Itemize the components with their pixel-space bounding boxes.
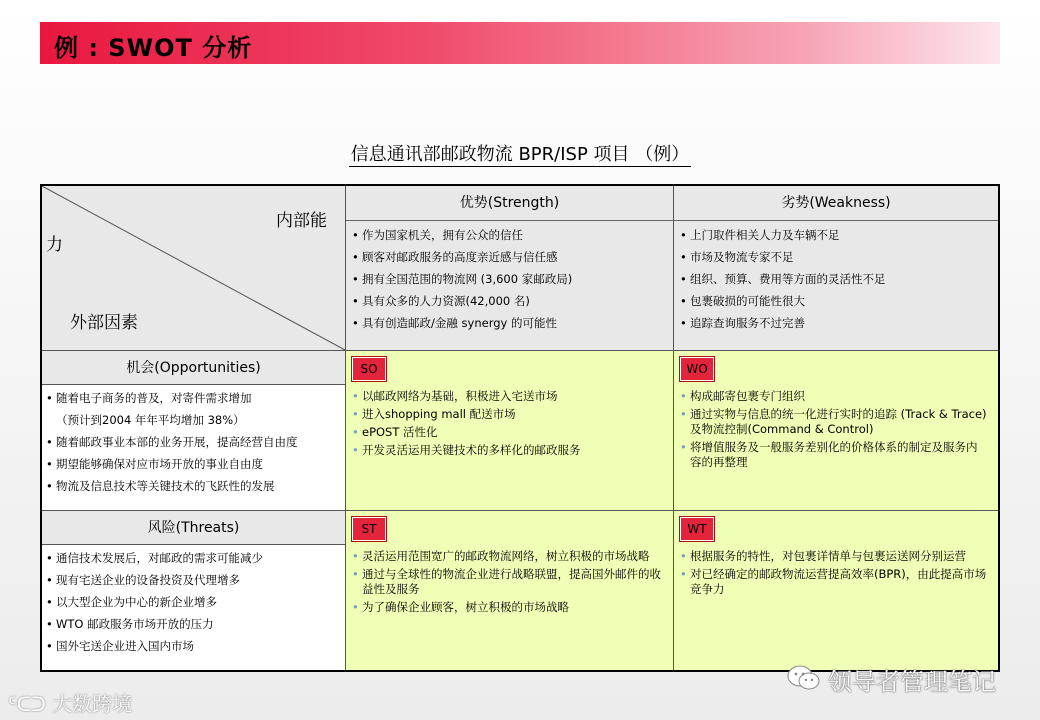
watermark-logo-icon: ᑦᑕᑐ [8,692,46,716]
list-item: • 追踪查询服务不过完善 [680,315,998,331]
list-item [46,390,345,428]
weakness-cell [674,221,998,350]
list-item: • 根据服务的特性，对包裹详情单与包裹运送网分别运营 [680,549,988,564]
list-item: • 物流及信息技术等关键技术的飞跃性的发展 [46,478,345,494]
watermark-left-text: 大数跨境 [52,692,133,716]
list-item-line: 随着电子商务的普及，对寄件需求增加 [56,391,252,405]
list-item: • 市场及物流专家不足 [680,249,998,265]
grid-line [42,544,345,545]
list-item: • ePOST 活性化 [352,425,662,440]
list-item: • 上门取件相关人力及车辆不足 [680,227,998,243]
strength-header: 优势(Strength) [346,186,673,221]
list-item: • 现有宅送企业的设备投资及代理增多 [46,572,345,588]
main-title-text: 信息通讯部邮政物流 BPR/ISP 项目 （例） [350,144,690,165]
title-banner [40,22,1000,64]
external-factor-label: 外部因素 [70,313,138,333]
swot-table [40,184,1000,672]
grid-line [42,350,998,351]
weakness-list [680,227,998,331]
list-item: • 以邮政网络为基础，积极进入宅送市场 [352,389,662,404]
wt-cell [674,511,998,670]
weakness-header: 劣势(Weakness) [674,186,998,221]
list-item: • 国外宅送企业进入国内市场 [46,638,345,654]
wo-list [680,389,988,473]
list-item: • 进入shopping mall 配送市场 [352,407,662,422]
corner-cell [42,186,345,350]
list-item: • 拥有全国范围的物流网 (3,600 家邮政局) [352,271,673,287]
watermark-left [8,688,132,717]
list-item: • 构成邮寄包裹专门组织 [680,389,988,404]
list-item: • 顾客对邮政服务的高度亲近感与信任感 [352,249,673,265]
wt-list [680,549,988,600]
list-item: • 灵活运用范围宽广的邮政物流网络，树立积极的市场战略 [352,549,662,564]
list-item: • 包裹破损的可能性很大 [680,293,998,309]
list-item: • WTO 邮政服务市场开放的压力 [46,616,345,632]
opportunities-cell [42,385,345,510]
list-item-line: （预计到2004 年年平均增加 38%） [56,413,245,427]
watermark-right: 领导者管理笔记 [828,668,996,696]
strength-list [352,227,673,331]
wechat-icon [786,664,822,692]
opportunities-header: 机会(Opportunities) [42,351,345,385]
list-item: • 通过实物与信息的统一化进行实时的追踪 (Track & Trace) 及物流控制(Command & Control) [680,407,988,437]
wt-tag: WT [680,517,714,541]
threats-list [46,550,345,654]
internal-capability-label-tail: 力 [46,235,63,255]
internal-capability-label: 内部能 [276,211,327,231]
list-item: • 通过与全球性的物流企业进行战略联盟，提高国外邮件的收益性及服务 [352,567,662,597]
list-item: • 通信技术发展后，对邮政的需求可能减少 [46,550,345,566]
list-item: • 作为国家机关，拥有公众的信任 [352,227,673,243]
list-item: • 对已经确定的邮政物流运营提高效率(BPR)，由此提高市场竞争力 [680,567,988,597]
wo-tag: WO [680,357,714,381]
grid-line [42,510,998,511]
banner-title: 例 : SWOT 分析 [54,34,253,62]
list-item: • 组织、预算、费用等方面的灵活性不足 [680,271,998,287]
list-item: • 具有创造邮政/金融 synergy 的可能性 [352,315,673,331]
list-item: • 期望能够确保对应市场开放的事业自由度 [46,456,345,472]
threats-header: 风险(Threats) [42,511,345,545]
st-cell [346,511,673,670]
list-item: • 随着邮政事业本部的业务开展，提高经营自由度 [46,434,345,450]
threats-cell [42,545,345,670]
grid-line [42,384,345,385]
list-item: • 开发灵活运用关键技术的多样化的邮政服务 [352,443,662,458]
strength-cell [346,221,673,350]
list-item: • 将增值服务及一般服务差别化的价格体系的制定及服务内容的再整理 [680,440,988,470]
st-tag: ST [352,517,386,541]
grid-line [673,186,674,670]
list-item: • 为了确保企业顾客，树立积极的市场战略 [352,600,662,615]
grid-line [345,186,346,670]
list-item: • 具有众多的人力资源(42,000 名) [352,293,673,309]
wo-cell [674,351,998,510]
so-tag: SO [352,357,386,381]
list-item: • 以大型企业为中心的新企业增多 [46,594,345,610]
main-title [0,140,1040,166]
so-list [352,389,662,461]
opportunities-list [46,390,345,494]
st-list [352,549,662,618]
so-cell [346,351,673,510]
